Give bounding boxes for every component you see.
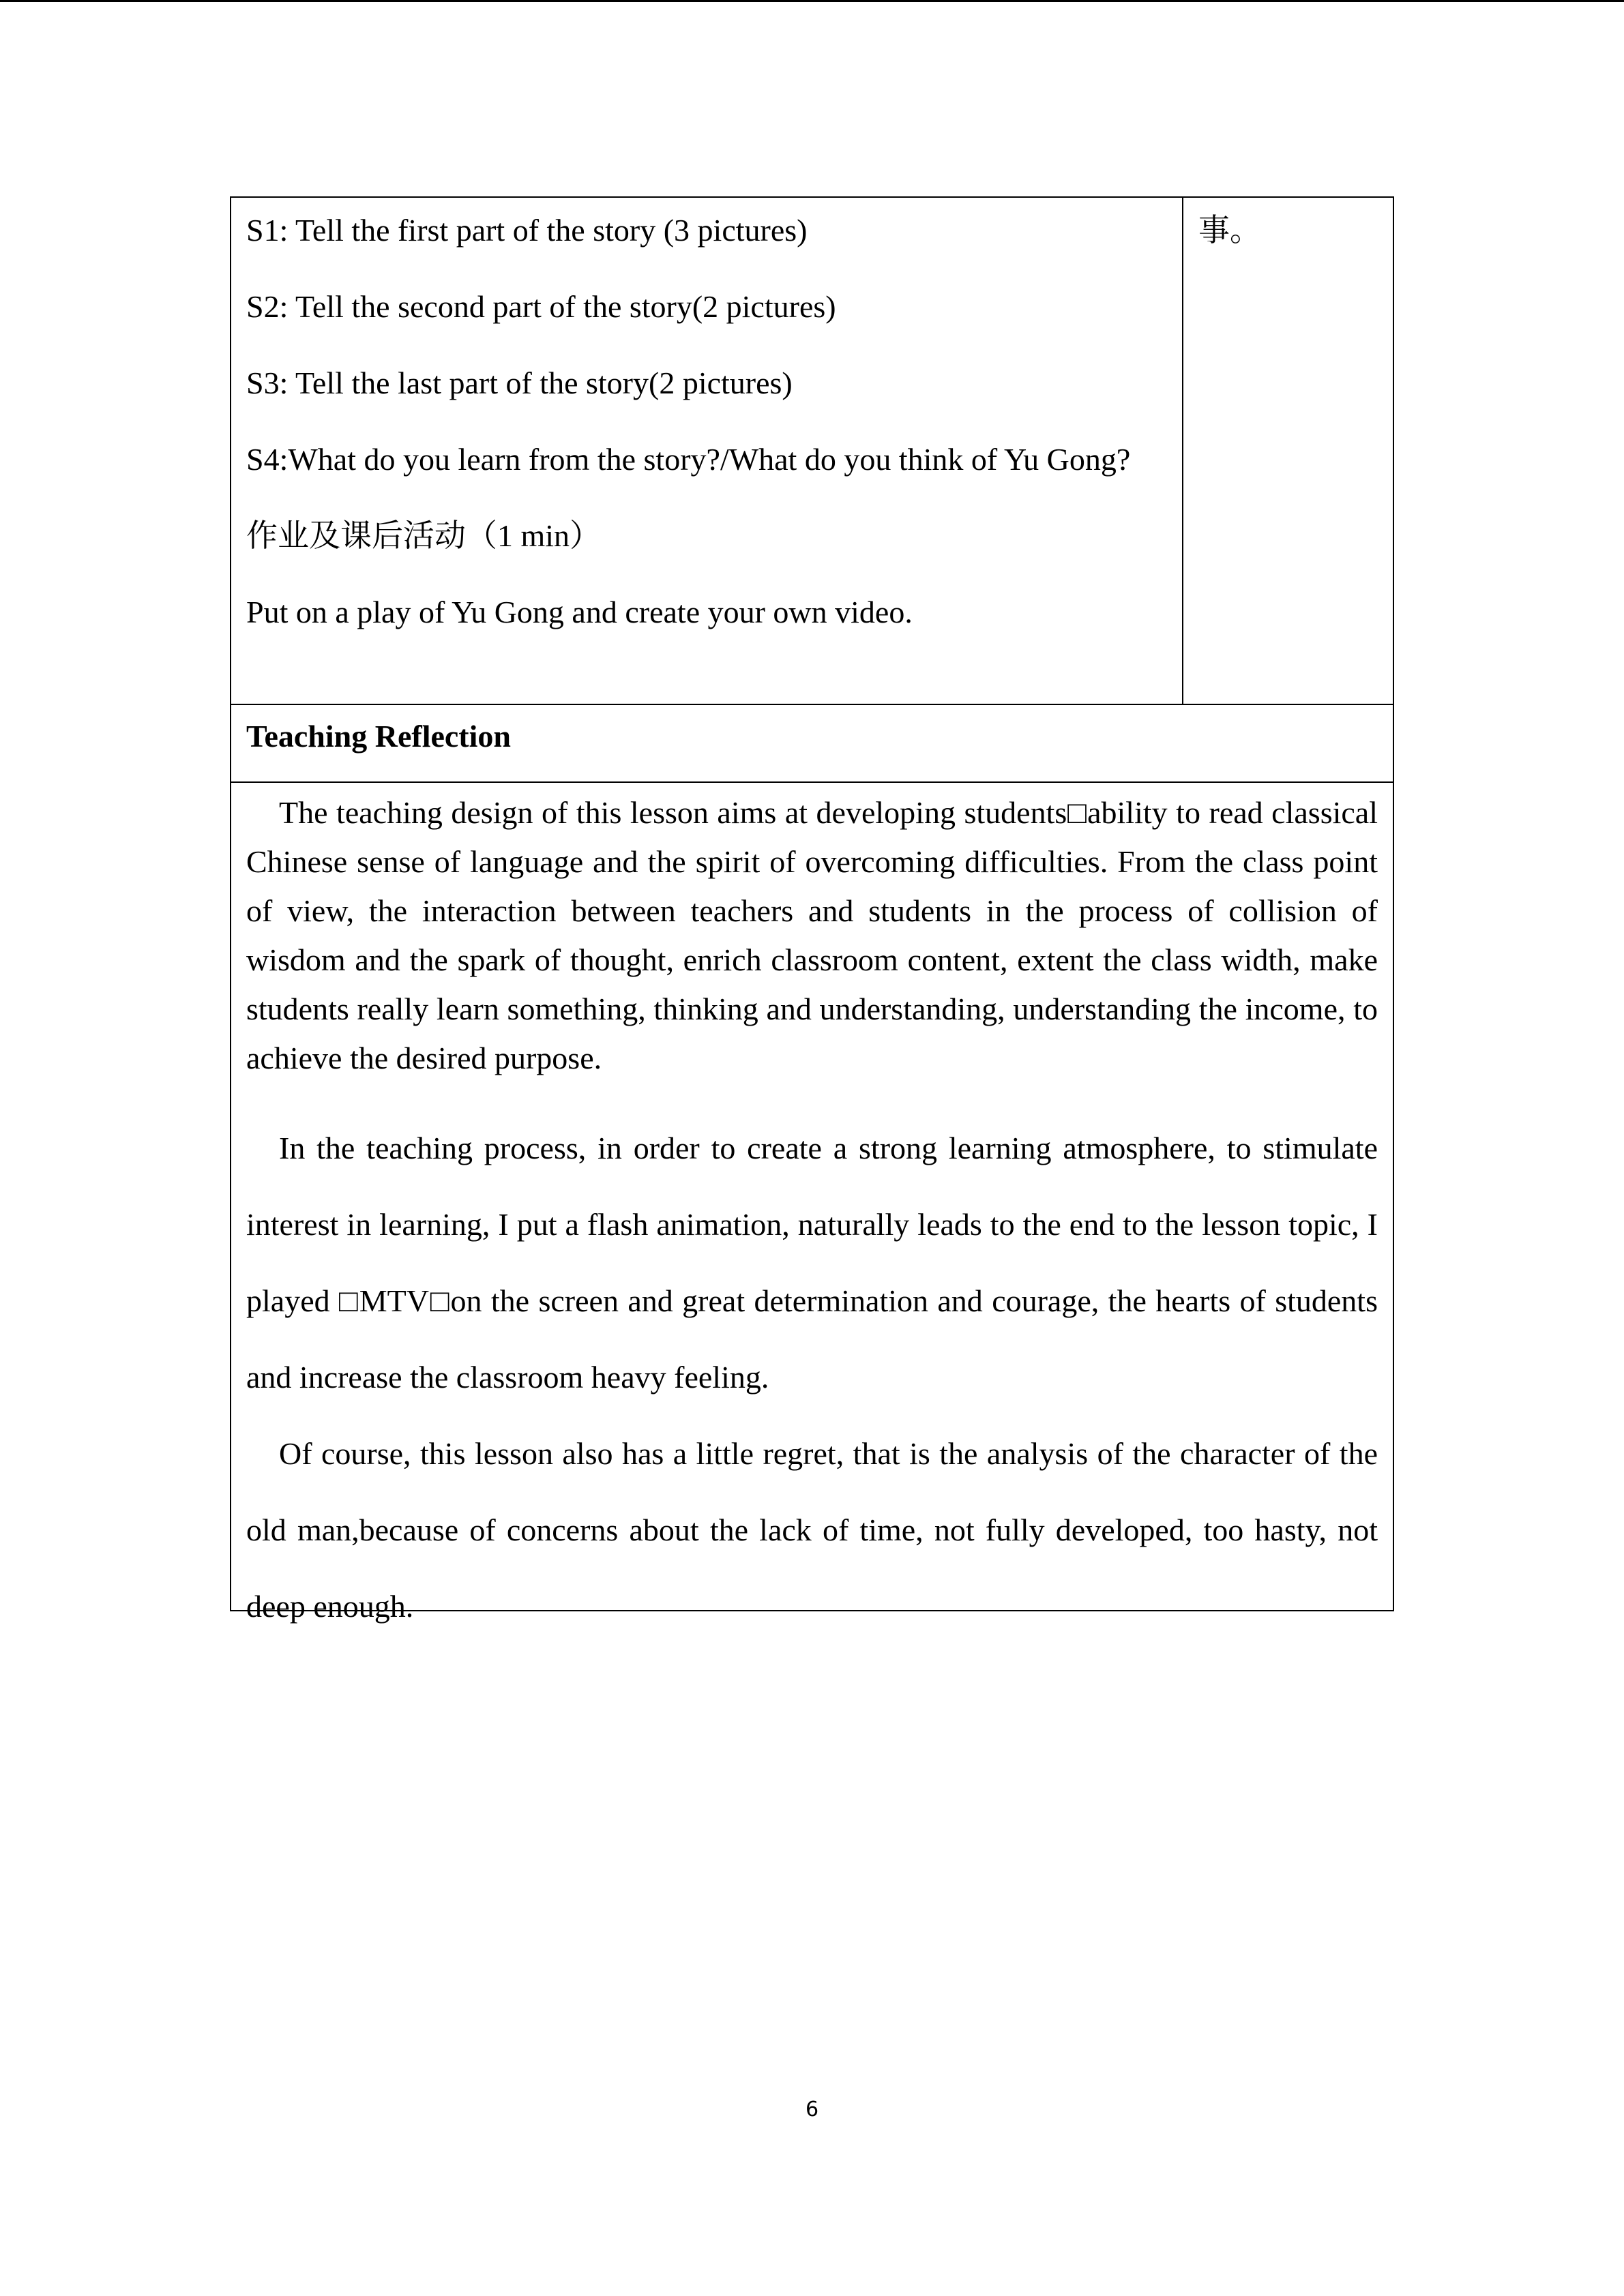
top-border-line	[0, 0, 1624, 2]
homework-text: Put on a play of Yu Gong and create your own video.	[246, 595, 913, 629]
reflection-paragraph-2: In the teaching process, in order to create a strong learning atmosphere, to stimulate interest in learning, I put a flash animation, naturally leads to the end to the lesson topic, I played □MTV□on the screen and great determination and courage, the hearts of students and increase the classroom heavy feeling.	[246, 1131, 1378, 1395]
story-step-4: S4:What do you learn from the story?/What do you think of Yu Gong?	[246, 442, 1131, 477]
story-step-3: S3: Tell the last part of the story(2 pictures)	[246, 366, 793, 400]
notes-text: 事。	[1198, 213, 1261, 248]
homework-heading: 作业及课后活动（1 min）	[246, 518, 602, 553]
reflection-paragraph-3: Of course, this lesson also has a little regret, that is the analysis of the character of the old man,because of concerns about the lack of time, not fully developed, too hasty, not deep enough.	[246, 1436, 1378, 1624]
activities-cell	[230, 196, 1183, 705]
reflection-title: Teaching Reflection	[246, 719, 511, 754]
reflection-paragraph-1: The teaching design of this lesson aims at developing students□ability to read classical Chinese sense of language and the spirit of overcoming difficulties. From the class point of view, the interaction between teachers and students in the process of collision of wisdom and the spark of thought, enrich classroom content, extent the class width, make students really learn something, thinking and understanding, understanding the income, to achieve the desired purpose.	[246, 795, 1378, 1075]
reflection-body-cell	[230, 781, 1394, 1624]
page-number: 6	[805, 2098, 819, 2121]
story-step-2: S2: Tell the second part of the story(2 pictures)	[246, 289, 836, 324]
story-step-1: S1: Tell the first part of the story (3 pictures)	[246, 213, 808, 248]
reflection-header-cell	[230, 704, 1394, 783]
notes-cell	[1182, 196, 1394, 705]
